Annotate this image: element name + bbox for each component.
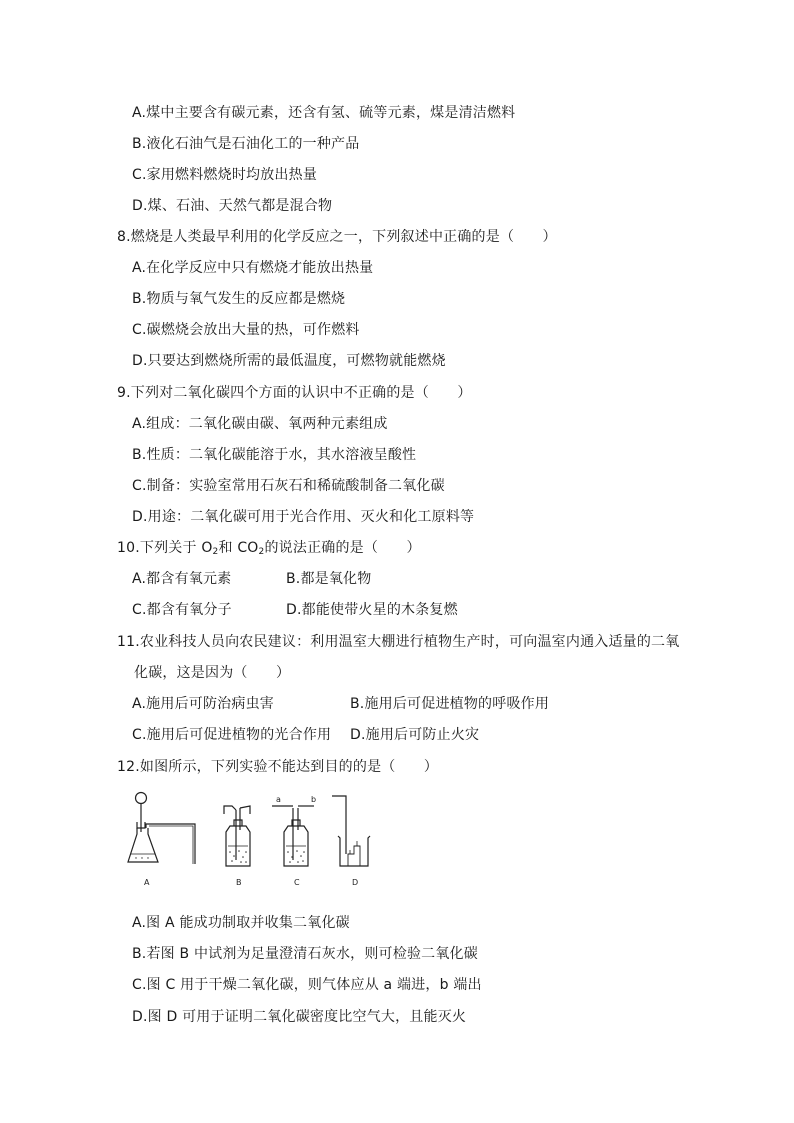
q9-option-a: A.组成：二氧化碳由碳、氧两种元素组成: [132, 416, 388, 432]
q11-option-d: D.施用后可防止火灾: [350, 727, 480, 743]
q11-option-a: A.施用后可防治病虫害: [132, 696, 274, 712]
q10-option-c: C.都含有氧分子: [132, 602, 232, 618]
q10-stem: 10.下列关于 $O_2$和 $CO_2$的说法正确的是（ ）: [117, 540, 421, 557]
q7-option-b: B.液化石油气是石油化工的一种产品: [132, 136, 360, 152]
q8-option-b: B.物质与氧气发生的反应都是燃烧: [132, 291, 346, 307]
apparatus-figure: [126, 786, 388, 890]
figure-label-d: D: [352, 878, 359, 887]
q9-option-c: C.制备：实验室常用石灰石和稀硫酸制备二氧化碳: [132, 478, 445, 494]
q8-option-d: D.只要达到燃烧所需的最低温度，可燃物就能燃烧: [132, 353, 446, 369]
port-b-label: b: [311, 795, 317, 804]
port-a-label: a: [276, 795, 281, 804]
q10-option-b: B.都是氧化物: [286, 571, 372, 587]
q10-option-d: D.都能使带火星的木条复燃: [286, 602, 458, 618]
q12-option-b: B.若图 B 中试剂为足量澄清石灰水，则可检验二氧化碳: [132, 946, 478, 962]
q8-stem: 8.燃烧是人类最早利用的化学反应之一，下列叙述中正确的是（ ）: [117, 229, 557, 245]
q8-option-c: C.碳燃烧会放出大量的热，可作燃料: [132, 322, 360, 338]
q9-stem: 9.下列对二氧化碳四个方面的认识中不正确的是（ ）: [117, 385, 472, 401]
q11-option-b: B.施用后可促进植物的呼吸作用: [350, 696, 550, 712]
q11-option-c: C.施用后可促进植物的光合作用: [132, 727, 332, 743]
q10-option-a: A.都含有氧元素: [132, 571, 232, 587]
apparatus-b-bottle: [224, 806, 250, 866]
q12-option-d: D.图 D 可用于证明二氧化碳密度比空气大，且能灭火: [132, 1009, 467, 1025]
q8-option-a: A.在化学反应中只有燃烧才能放出热量: [132, 260, 374, 276]
figure-label-b: B: [236, 878, 242, 887]
q12-stem: 12.如图所示，下列实验不能达到目的的是（ ）: [117, 759, 439, 775]
figure-label-a: A: [144, 878, 150, 887]
apparatus-d-beaker: [332, 796, 370, 866]
q11-stem-line2: 化碳，这是因为（ ）: [134, 665, 291, 681]
q7-option-d: D.煤、石油、天然气都是混合物: [132, 198, 333, 214]
liquid-dots: [135, 850, 304, 863]
q12-option-c: C.图 C 用于干燥二氧化碳，则气体应从 a 端进，b 端出: [132, 977, 482, 993]
q7-option-c: C.家用燃料燃烧时均放出热量: [132, 167, 318, 183]
q9-option-b: B.性质：二氧化碳能溶于水，其水溶液呈酸性: [132, 447, 417, 463]
q7-option-a: A.煤中主要含有碳元素，还含有氢、硫等元素，煤是清洁燃料: [132, 105, 516, 121]
q11-stem-line1: 11.农业科技人员向农民建议：利用温室大棚进行植物生产时，可向温室内通入适量的二氧: [117, 634, 680, 650]
figure-label-c: C: [294, 878, 300, 887]
apparatus-c-bottle: [272, 806, 314, 866]
apparatus-a-flask: [128, 793, 195, 865]
q9-option-d: D.用途：二氧化碳可用于光合作用、灭火和化工原料等: [132, 509, 475, 525]
q12-option-a: A.图 A 能成功制取并收集二氧化碳: [132, 915, 350, 931]
